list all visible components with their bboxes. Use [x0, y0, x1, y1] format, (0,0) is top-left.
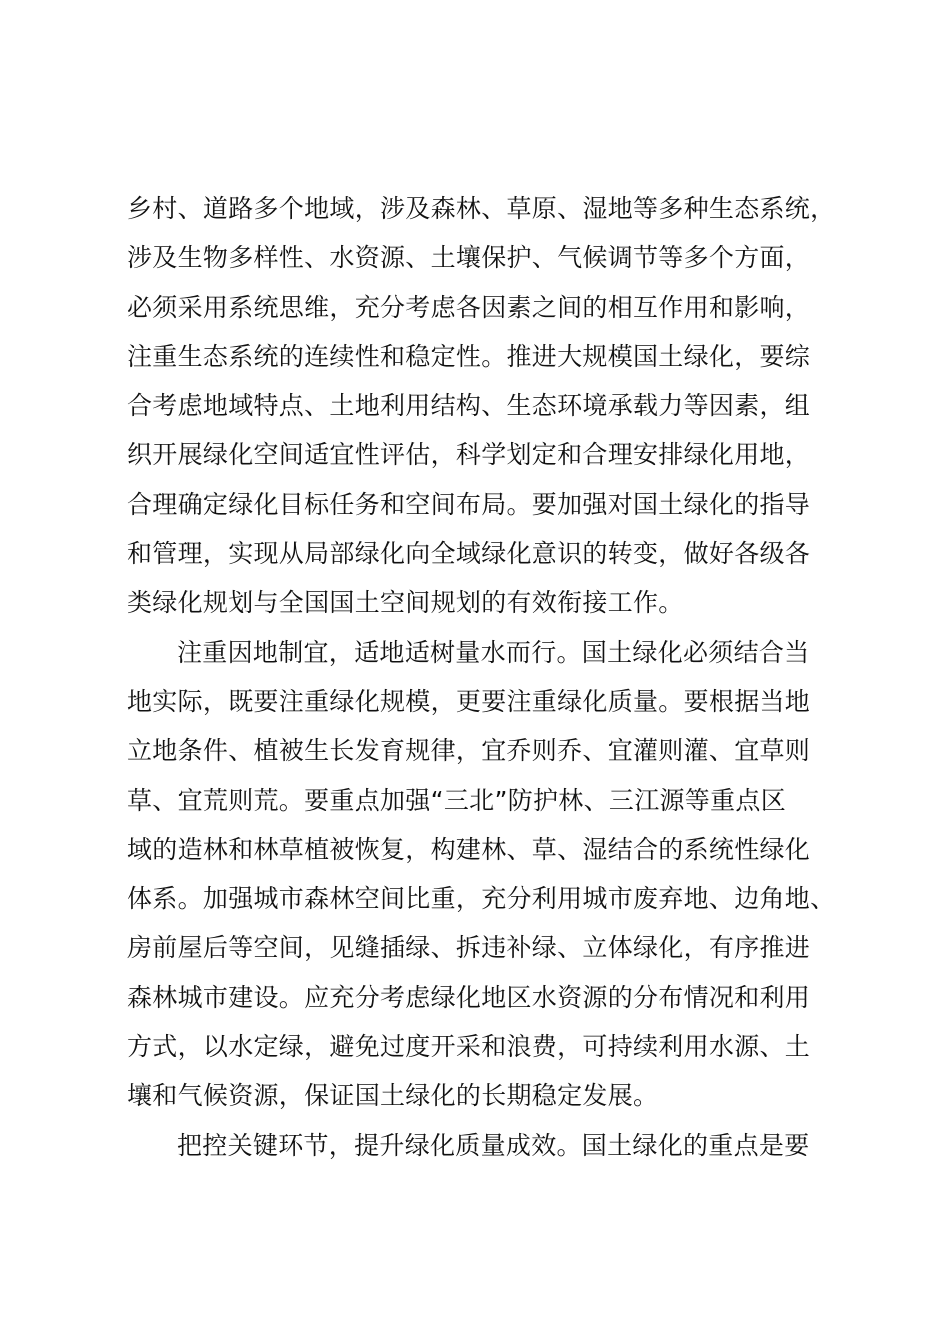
text-line: 乡村、道路多个地域，涉及森林、草原、湿地等多种生态系统，: [127, 194, 836, 223]
paragraph-first-line: 注重因地制宜，适地适树量水而行。国土绿化必须结合当: [177, 637, 810, 667]
text-line: 域的造林和林草植被恢复，构建林、草、湿结合的系统性绿化: [127, 834, 811, 864]
paragraph-first-line: 把控关键环节，提升绿化质量成效。国土绿化的重点是要: [177, 1130, 810, 1160]
text-line: 体系。加强城市森林空间比重，充分利用城市废弃地、边角地、: [127, 884, 836, 914]
text-line: 织开展绿化空间适宜性评估，科学划定和合理安排绿化用地，: [127, 440, 811, 470]
body-text: [127, 184, 857, 1170]
text-line: 合理确定绿化目标任务和空间布局。要加强对国土绿化的指导: [127, 489, 811, 519]
text-line: 立地条件、植被生长发育规律，宜乔则乔、宜灌则灌、宜草则: [127, 736, 811, 766]
text-line: 类绿化规划与全国国土空间规划的有效衔接工作。: [127, 588, 684, 618]
text-line: 地实际，既要注重绿化规模，更要注重绿化质量。要根据当地: [127, 686, 811, 716]
text-line: 必须采用系统思维，充分考虑各因素之间的相互作用和影响，: [127, 292, 811, 322]
text-line: 草、宜荒则荒。要重点加强“三北”防护林、三江源等重点区: [127, 785, 787, 815]
text-line: 和管理，实现从局部绿化向全域绿化意识的转变，做好各级各: [127, 539, 811, 569]
text-line: 涉及生物多样性、水资源、土壤保护、气候调节等多个方面，: [127, 243, 811, 273]
text-line: 壤和气候资源，保证国土绿化的长期稳定发展。: [127, 1081, 659, 1111]
text-line: 注重生态系统的连续性和稳定性。推进大规模国土绿化，要综: [127, 341, 811, 371]
text-line: 房前屋后等空间，见缝插绿、拆违补绿、立体绿化，有序推进: [127, 933, 811, 963]
text-line: 森林城市建设。应充分考虑绿化地区水资源的分布情况和利用: [127, 982, 811, 1012]
text-line: 方式，以水定绿，避免过度开采和浪费，可持续利用水源、土: [127, 1032, 811, 1062]
text-line: 合考虑地域特点、土地利用结构、生态环境承载力等因素，组: [127, 391, 811, 421]
